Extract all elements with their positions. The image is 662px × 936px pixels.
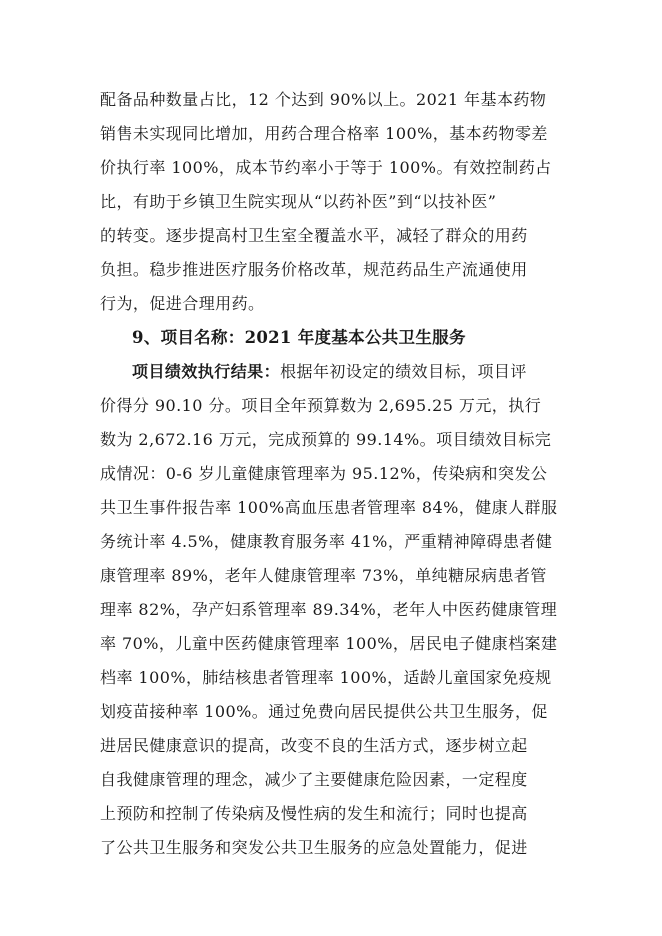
paragraph-line: 共卫生事件报告率 100%高血压患者管理率 84%，健康人群服 <box>100 498 558 517</box>
paragraph-line: 进居民健康意识的提高，改变不良的生活方式，逐步树立起 <box>100 736 528 755</box>
paragraph-line: 档率 100%，肺结核患者管理率 100%，适龄儿童国家免疫规 <box>100 668 552 687</box>
paragraph-line: 率 70%，儿童中医药健康管理率 100%，居民电子健康档案建 <box>100 634 558 653</box>
paragraph-line: 比，有助于乡镇卫生院实现从“以药补医”到“以技补医” <box>100 192 497 211</box>
paragraph-line: 自我健康管理的理念，减少了主要健康危险因素，一定程度 <box>100 770 528 789</box>
paragraph-line: 的转变。逐步提高村卫生室全覆盖水平，减轻了群众的用药 <box>100 226 528 245</box>
paragraph-line: 划疫苗接种率 100%。通过免费向居民提供公共卫生服务，促 <box>100 702 548 721</box>
paragraph-line: 价得分 90.10 分。项目全年预算数为 2,695.25 万元，执行 <box>100 396 542 415</box>
paragraph-line: 行为，促进合理用药。 <box>100 294 265 313</box>
paragraph-line: 康管理率 89%，老年人健康管理率 73%，单纯糖尿病患者管 <box>100 566 547 585</box>
paragraph-line: 上预防和控制了传染病及慢性病的发生和流行；同时也提高 <box>100 804 528 823</box>
section-heading: 9、项目名称：2021 年度基本公共卫生服务 <box>132 328 466 347</box>
paragraph-line: 负担。稳步推进医疗服务价格改革，规范药品生产流通使用 <box>100 260 528 279</box>
paragraph-line: 理率 82%，孕产妇系管理率 89.34%，老年人中医药健康管理 <box>100 600 558 619</box>
lead-text: 根据年初设定的绩效目标，项目评 <box>280 362 527 381</box>
paragraph-line: 配备品种数量占比，12 个达到 90%以上。2021 年基本药物 <box>100 90 547 109</box>
paragraph-line: 销售未实现同比增加，用药合理合格率 100%，基本药物零差 <box>100 124 548 143</box>
paragraph-line: 价执行率 100%，成本节约率小于等于 100%。有效控制药占 <box>100 158 552 177</box>
paragraph-line: 成情况：0-6 岁儿童健康管理率为 95.12%，传染病和突发公 <box>100 464 548 483</box>
paragraph-line: 务统计率 4.5%，健康教育服务率 41%，严重精神障碍患者健 <box>100 532 553 551</box>
paragraph-line: 了公共卫生服务和突发公共卫生服务的应急处置能力，促进 <box>100 838 528 857</box>
paragraph-first-line <box>132 362 560 382</box>
paragraph-line: 数为 2,672.16 万元，完成预算的 99.14%。项目绩效目标完 <box>100 430 552 449</box>
lead-label: 项目绩效执行结果： <box>132 362 281 381</box>
